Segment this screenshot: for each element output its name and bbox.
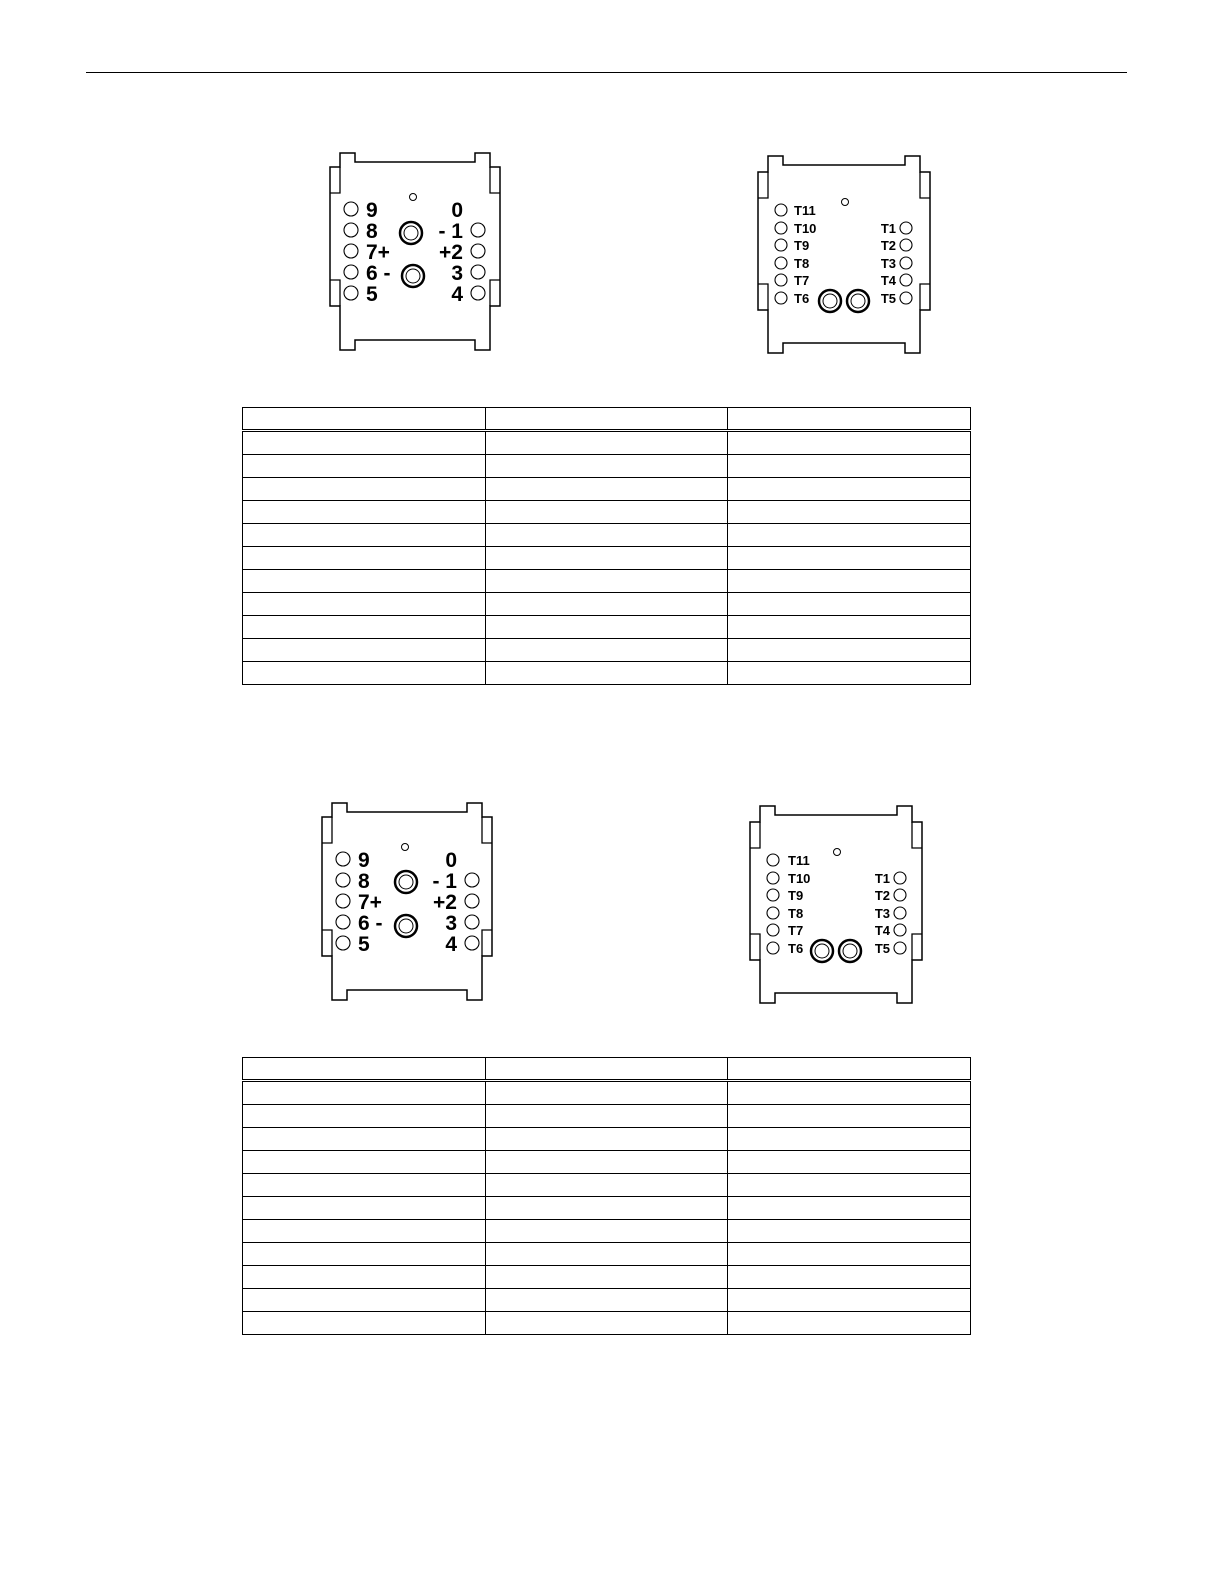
- table-row: [243, 1128, 971, 1151]
- connector-diagram-standard: [312, 800, 512, 1005]
- pin-label: T10: [788, 871, 811, 886]
- pin-label: 8: [366, 220, 378, 243]
- table-row: [243, 501, 971, 524]
- pin-label: +2: [433, 891, 457, 914]
- pin-label: T2: [874, 888, 890, 903]
- pin-label: T3: [874, 906, 890, 921]
- header-rule: [86, 72, 1127, 73]
- pin-label: 9: [358, 849, 370, 872]
- pin-label: T6: [788, 941, 804, 956]
- pin-label: - 1: [438, 220, 463, 243]
- pin-label: T11: [794, 203, 816, 218]
- table-header-row: [243, 1058, 971, 1081]
- connector-outline: [758, 156, 930, 353]
- table-row: [243, 455, 971, 478]
- table-row: [243, 662, 971, 685]
- pin-label: T7: [788, 923, 804, 938]
- table-row: [243, 1289, 971, 1312]
- pin-assignment-table-2: [242, 1057, 971, 1335]
- table-row: [243, 1312, 971, 1335]
- pin-label: T9: [794, 238, 810, 253]
- pin-label: T4: [874, 923, 890, 938]
- table-row: [243, 478, 971, 501]
- pin-label: 6 -: [358, 912, 383, 935]
- table-row: [243, 1105, 971, 1128]
- connector-outline: [750, 806, 922, 1003]
- connector-outline: [322, 803, 492, 1000]
- table-row: [243, 593, 971, 616]
- pin-label: T11: [788, 853, 810, 868]
- pin-assignment-table-1: [242, 407, 971, 685]
- pin-label: 5: [366, 283, 378, 306]
- table-header-row: [243, 408, 971, 431]
- table-row: [243, 431, 971, 455]
- pin-label: T4: [880, 273, 896, 288]
- connector-diagram-transfer: [742, 800, 942, 1010]
- table-row: [243, 1220, 971, 1243]
- pin-label: T7: [794, 273, 810, 288]
- table-row: [243, 1266, 971, 1289]
- pin-label: T8: [794, 256, 810, 271]
- table-row: [243, 1174, 971, 1197]
- pin-label: 7+: [358, 891, 382, 914]
- pin-label: 8: [358, 870, 370, 893]
- pin-label: 3: [451, 262, 463, 285]
- pin-label: 4: [445, 933, 457, 956]
- pin-label: T1: [874, 871, 890, 886]
- table-row: [243, 1197, 971, 1220]
- pin-label: 9: [366, 199, 378, 222]
- pin-label: 0: [451, 199, 463, 222]
- table-row: [243, 1151, 971, 1174]
- pin-label: 4: [451, 283, 463, 306]
- pin-label: 6 -: [366, 262, 391, 285]
- connector-diagram-standard: [320, 150, 520, 355]
- table-row: [243, 616, 971, 639]
- table-row: [243, 524, 971, 547]
- pin-label: T6: [794, 291, 810, 306]
- pin-label: T3: [880, 256, 896, 271]
- pin-label: 7+: [366, 241, 390, 264]
- pin-label: 0: [445, 849, 457, 872]
- pin-label: +2: [439, 241, 463, 264]
- pin-label: T9: [788, 888, 804, 903]
- pin-label: 5: [358, 933, 370, 956]
- pin-label: T5: [880, 291, 896, 306]
- connector-diagram-transfer: [750, 150, 950, 360]
- pin-label: T1: [880, 221, 896, 236]
- table-row: [243, 639, 971, 662]
- pin-label: T2: [880, 238, 896, 253]
- table-row: [243, 547, 971, 570]
- table-row: [243, 1243, 971, 1266]
- pin-label: T5: [874, 941, 890, 956]
- pin-label: T8: [788, 906, 804, 921]
- pin-label: T10: [794, 221, 817, 236]
- pin-label: 3: [445, 912, 457, 935]
- connector-outline: [330, 153, 500, 350]
- table-row: [243, 1081, 971, 1105]
- pin-label: - 1: [432, 870, 457, 893]
- table-row: [243, 570, 971, 593]
